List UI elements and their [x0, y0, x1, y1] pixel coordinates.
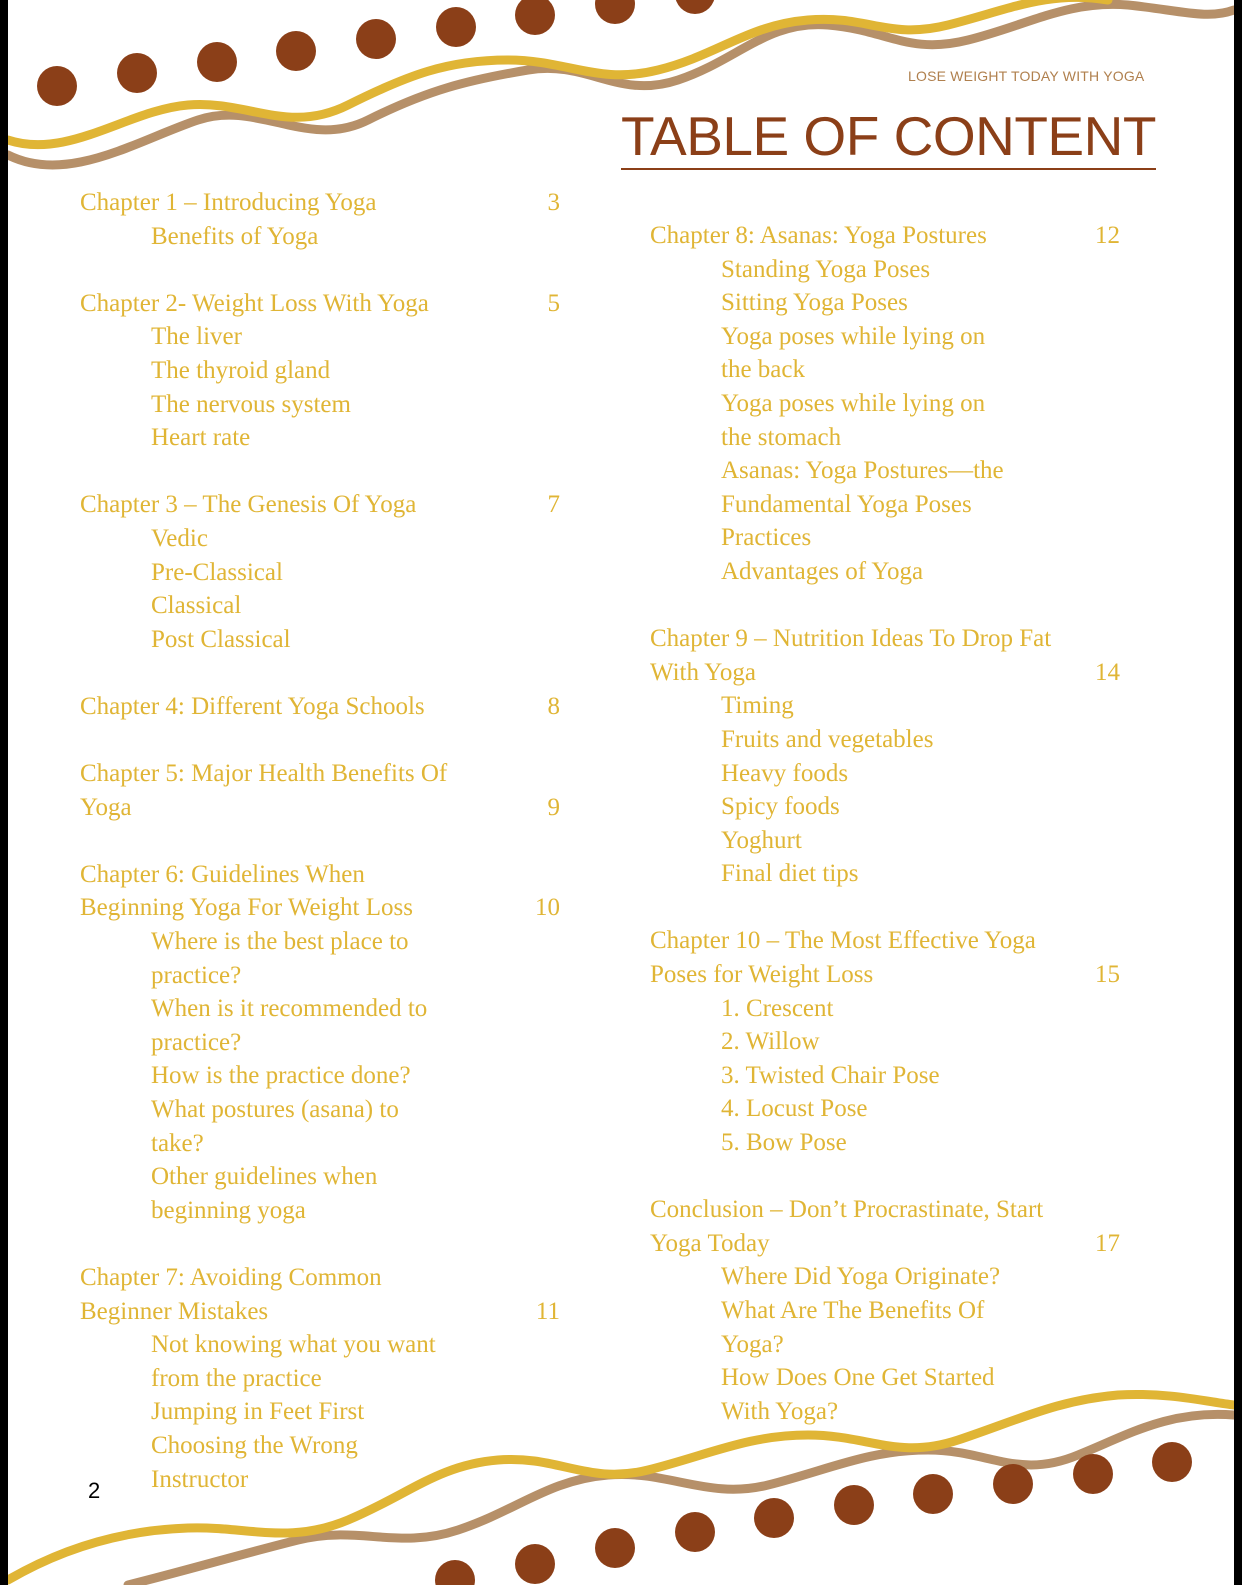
decorative-dot [435, 1560, 475, 1585]
toc-chapter-line [80, 858, 560, 925]
decorative-dot [436, 7, 476, 47]
decorative-dot [197, 42, 237, 82]
decorative-dot [675, 0, 715, 14]
decorative-dot [1152, 1442, 1192, 1482]
decorative-dot [515, 0, 555, 35]
toc-subsection: Spicy foods [721, 793, 840, 821]
decorative-dot [356, 19, 396, 59]
toc-entry [650, 924, 1120, 1159]
toc-subsection: Fruits and vegetables [721, 725, 934, 753]
document-page [8, 0, 1234, 1585]
toc-chapter-line [650, 1193, 1120, 1260]
toc-chapter-title: Chapter 5: Major Health Benefits Of Yoga [80, 760, 448, 821]
toc-page-number: 11 [535, 1297, 560, 1325]
toc-chapter-line [80, 690, 560, 724]
toc-entry [80, 858, 560, 1228]
toc-subsection: Yoga poses while lying on the back [721, 322, 986, 384]
toc-page-number: 3 [547, 189, 560, 216]
toc-subsection: Yoghurt [721, 826, 802, 854]
toc-subsection: Heavy foods [721, 759, 849, 787]
toc-subsection: The nervous system [151, 390, 351, 418]
page-number: 2 [88, 1478, 101, 1503]
toc-entry [80, 287, 560, 455]
toc-subsection: Choosing the Wrong Instructor [151, 1431, 358, 1493]
toc-page-number: 17 [1095, 1229, 1120, 1257]
toc-subsection: Benefits of Yoga [151, 222, 319, 250]
toc-subsection: Pre-Classical [151, 558, 283, 586]
toc-entry [650, 622, 1120, 891]
toc-subsection: Timing [721, 692, 794, 720]
toc-subsection: 1. Crescent [721, 994, 834, 1022]
toc-subsection: Jumping in Feet First [151, 1398, 365, 1426]
decorative-dot [993, 1464, 1033, 1504]
toc-chapter-line [80, 287, 560, 321]
toc-chapter-line [80, 186, 560, 220]
toc-subsection: What Are The Benefits Of Yoga? [721, 1297, 985, 1358]
toc-subsection: What postures (asana) to take? [151, 1096, 399, 1157]
toc-subsection: Post Classical [151, 625, 291, 653]
toc-subsection: How is the practice done? [151, 1062, 411, 1090]
decorative-dot [1073, 1454, 1113, 1494]
decorative-dot [754, 1498, 794, 1538]
toc-chapter-title: Chapter 7: Avoiding Common Beginner Mistakes [80, 1264, 382, 1325]
decorative-dot [37, 66, 77, 106]
toc-chapter-title: Chapter 4: Different Yoga Schools [80, 692, 425, 720]
toc-chapter-line [80, 1261, 560, 1328]
toc-chapter-title: Chapter 10 – The Most Effective Yoga Poses for Weight Loss [650, 927, 1036, 989]
toc-chapter-title: Chapter 6: Guidelines When Beginning Yoga For Weight Loss [80, 860, 413, 922]
toc-chapter-title: Chapter 9 – Nutrition Ideas To Drop Fat With Yoga [650, 625, 1052, 686]
decorative-dot [595, 0, 635, 24]
toc-chapter-line [80, 757, 560, 824]
toc-subsection: Asanas: Yoga Postures—the Fundamental Yoga Poses [721, 457, 1004, 518]
toc-subsection: Yoga poses while lying on the stomach [721, 389, 986, 451]
toc-subsection: Final diet tips [721, 860, 859, 888]
decorative-dot [595, 1528, 635, 1568]
toc-chapter-title: Chapter 1 – Introducing Yoga [80, 189, 377, 216]
toc-page-number: 12 [1095, 222, 1120, 249]
toc-subsection: Where is the best place to practice? [151, 928, 409, 989]
bottom-wave-tan [128, 1414, 1234, 1585]
toc-subsection: Not knowing what you want from the practice [151, 1331, 436, 1392]
toc-chapter-title: Chapter 3 – The Genesis Of Yoga [80, 491, 417, 519]
toc-subsection: 2. Willow [721, 1028, 820, 1056]
toc-page-number: 7 [547, 491, 560, 519]
toc-left-column [80, 186, 560, 1530]
toc-page-number: 5 [547, 289, 560, 317]
toc-subsection: Classical [151, 592, 242, 620]
toc-subsection: Sitting Yoga Poses [721, 289, 908, 317]
running-header: LOSE WEIGHT TODAY WITH YOGA [908, 68, 1145, 84]
toc-entry [80, 690, 560, 724]
toc-subsection: 4. Locust Pose [721, 1095, 868, 1123]
decorative-dot [834, 1485, 874, 1525]
toc-chapter-title: Chapter 2- Weight Loss With Yoga [80, 289, 429, 317]
toc-chapter-title: Conclusion – Don’t Procrastinate, Start Yoga Today [650, 1196, 1044, 1257]
toc-subsection: Advantages of Yoga [721, 557, 924, 585]
decorative-dot [276, 31, 316, 71]
bottom-wave-decoration [8, 1380, 1234, 1585]
toc-chapter-line [80, 488, 560, 522]
toc-chapter-line [650, 924, 1120, 991]
toc-right-column [650, 219, 1120, 1462]
toc-subsection: Heart rate [151, 424, 251, 452]
toc-entry [80, 757, 560, 824]
toc-chapter-line [650, 622, 1120, 689]
toc-entry [80, 488, 560, 656]
toc-subsection: The thyroid gland [151, 356, 331, 384]
toc-entry [650, 219, 1120, 589]
toc-chapter-title: Chapter 8: Asanas: Yoga Postures [650, 222, 987, 249]
toc-entry [80, 186, 560, 253]
toc-subsection: How Does One Get Started With Yoga? [721, 1364, 995, 1425]
toc-page-number: 15 [1095, 961, 1120, 989]
toc-subsection: The liver [151, 323, 242, 351]
toc-page-number: 8 [547, 692, 560, 720]
decorative-dot [675, 1512, 715, 1552]
page-title: TABLE OF CONTENT [621, 104, 1156, 170]
decorative-dot [117, 53, 157, 93]
toc-subsection: Standing Yoga Poses [721, 255, 931, 283]
toc-page-number: 14 [1095, 658, 1120, 686]
toc-subsection: Other guidelines when beginning yoga [151, 1163, 378, 1224]
toc-subsection: 5. Bow Pose [721, 1129, 847, 1157]
toc-subsection: 3. Twisted Chair Pose [721, 1061, 940, 1089]
toc-chapter-line [650, 219, 1120, 253]
decorative-dot [515, 1544, 555, 1584]
toc-subsection: Vedic [151, 524, 208, 552]
toc-page-number: 9 [547, 793, 560, 821]
decorative-dot [913, 1474, 953, 1514]
toc-subsection: When is it recommended to practice? [151, 995, 428, 1056]
toc-page-number: 10 [535, 894, 560, 922]
toc-subsection: Practices [721, 524, 812, 552]
toc-subsection: Where Did Yoga Originate? [721, 1263, 1001, 1291]
